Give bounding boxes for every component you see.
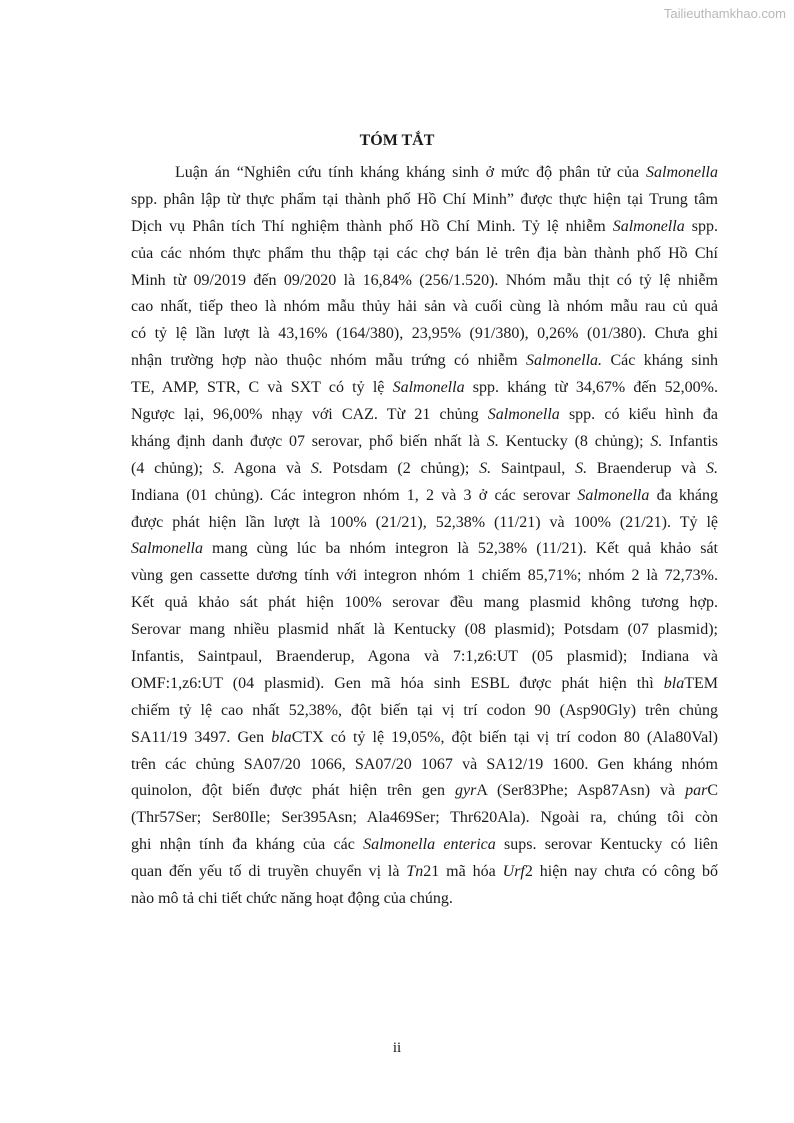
watermark: Tailieuthamkhao.com — [663, 6, 786, 21]
text-line: chiếm tỷ lệ cao nhất 52,38%, đột biến tại vị trí codon 90 (Asp90Gly) trên chủng — [131, 701, 718, 719]
text-line: được phát hiện lần lượt là 100% (21/21), 52,38% (11/21) và 100% (21/21). Tỷ lệ — [131, 513, 718, 531]
text-line: nhận trường hợp nào thuộc nhóm mẫu trứng có nhiễm Salmonella. Các kháng sinh — [131, 352, 718, 370]
text-line: Kết quả khảo sát phát hiện 100% serovar đều mang plasmid không tương hợp. — [131, 594, 718, 612]
text-line: ghi nhận tính đa kháng của các Salmonella enterica sups. serovar Kentucky có liên — [131, 836, 718, 854]
text-line: spp. phân lập từ thực phẩm tại thành phố Hồ Chí Minh” được thực hiện tại Trung tâm — [131, 190, 718, 208]
page-number: ii — [392, 1040, 402, 1056]
text-line: của các nhóm thực phẩm thu thập tại các chợ bán lẻ trên địa bàn thành phố Hồ Chí — [131, 244, 718, 262]
text-line: Indiana (01 chủng). Các integron nhóm 1, 2 và 3 ở các serovar Salmonella đa kháng — [131, 486, 719, 504]
text-line: Minh từ 09/2019 đến 09/2020 là 16,84% (256/1.520). Nhóm mẫu thịt có tỷ lệ nhiễm — [131, 271, 718, 289]
text-line: TE, AMP, STR, C và SXT có tỷ lệ Salmonella spp. kháng từ 34,67% đến 52,00%. — [131, 379, 719, 397]
text-line: có tỷ lệ lần lượt là 43,16% (164/380), 23,95% (91/380), 0,26% (01/380). Chưa ghi — [131, 325, 718, 343]
page-title: TÓM TẮT — [359, 132, 435, 149]
text-line: Ngược lại, 96,00% nhạy với CAZ. Từ 21 chủng Salmonella spp. có kiểu hình đa — [131, 406, 719, 424]
text-line: Serovar mang nhiều plasmid nhất là Kentucky (08 plasmid); Potsdam (07 plasmid); — [131, 621, 718, 639]
text-line: kháng định danh được 07 serovar, phổ biến nhất là S. Kentucky (8 chủng); S. Infantis — [131, 432, 719, 450]
text-line: trên các chủng SA07/20 1066, SA07/20 1067 và SA12/19 1600. Gen kháng nhóm — [131, 755, 718, 773]
text-line: (Thr57Ser; Ser80Ile; Ser395Asn; Ala469Ser; Thr620Ala). Ngoài ra, chúng tôi còn — [131, 809, 718, 827]
text-line: OMF:1,z6:UT (04 plasmid). Gen mã hóa sinh ESBL được phát hiện thì blaTEM — [131, 674, 718, 692]
text-line: Luận án “Nghiên cứu tính kháng kháng sinh ở mức độ phân tử của Salmonella — [175, 164, 718, 181]
text-line: nào mô tả chi tiết chức năng hoạt động của chúng. — [131, 890, 453, 908]
text-line: (4 chủng); S. Agona và S. Potsdam (2 chủng); S. Saintpaul, S. Braenderup và S. — [131, 459, 719, 477]
text-line: Dịch vụ Phân tích Thí nghiệm thành phố Hồ Chí Minh. Tỷ lệ nhiễm Salmonella spp. — [131, 217, 718, 235]
text-line: quinolon, đột biến được phát hiện trên gen gyrA (Ser83Phe; Asp87Asn) và parC — [131, 782, 718, 800]
abstract-body — [131, 160, 718, 913]
text-line: Salmonella mang cùng lúc ba nhóm integron là 52,38% (11/21). Kết quả khảo sát — [131, 540, 718, 558]
text-line: vùng gen cassette dương tính với integron nhóm 1 chiếm 85,71%; nhóm 2 là 72,73%. — [131, 567, 718, 585]
text-line: SA11/19 3497. Gen blaCTX có tỷ lệ 19,05%, đột biến tại vị trí codon 80 (Ala80Val) — [131, 728, 718, 746]
text-line: Infantis, Saintpaul, Braenderup, Agona và 7:1,z6:UT (05 plasmid); Indiana và — [131, 648, 718, 666]
text-line: cao nhất, tiếp theo là nhóm mẫu thủy hải sản và cuối cùng là nhóm mẫu rau củ quả — [131, 298, 718, 316]
text-line: quan đến yếu tố di truyền chuyển vị là Tn21 mã hóa Urf2 hiện nay chưa có công bố — [131, 863, 719, 881]
